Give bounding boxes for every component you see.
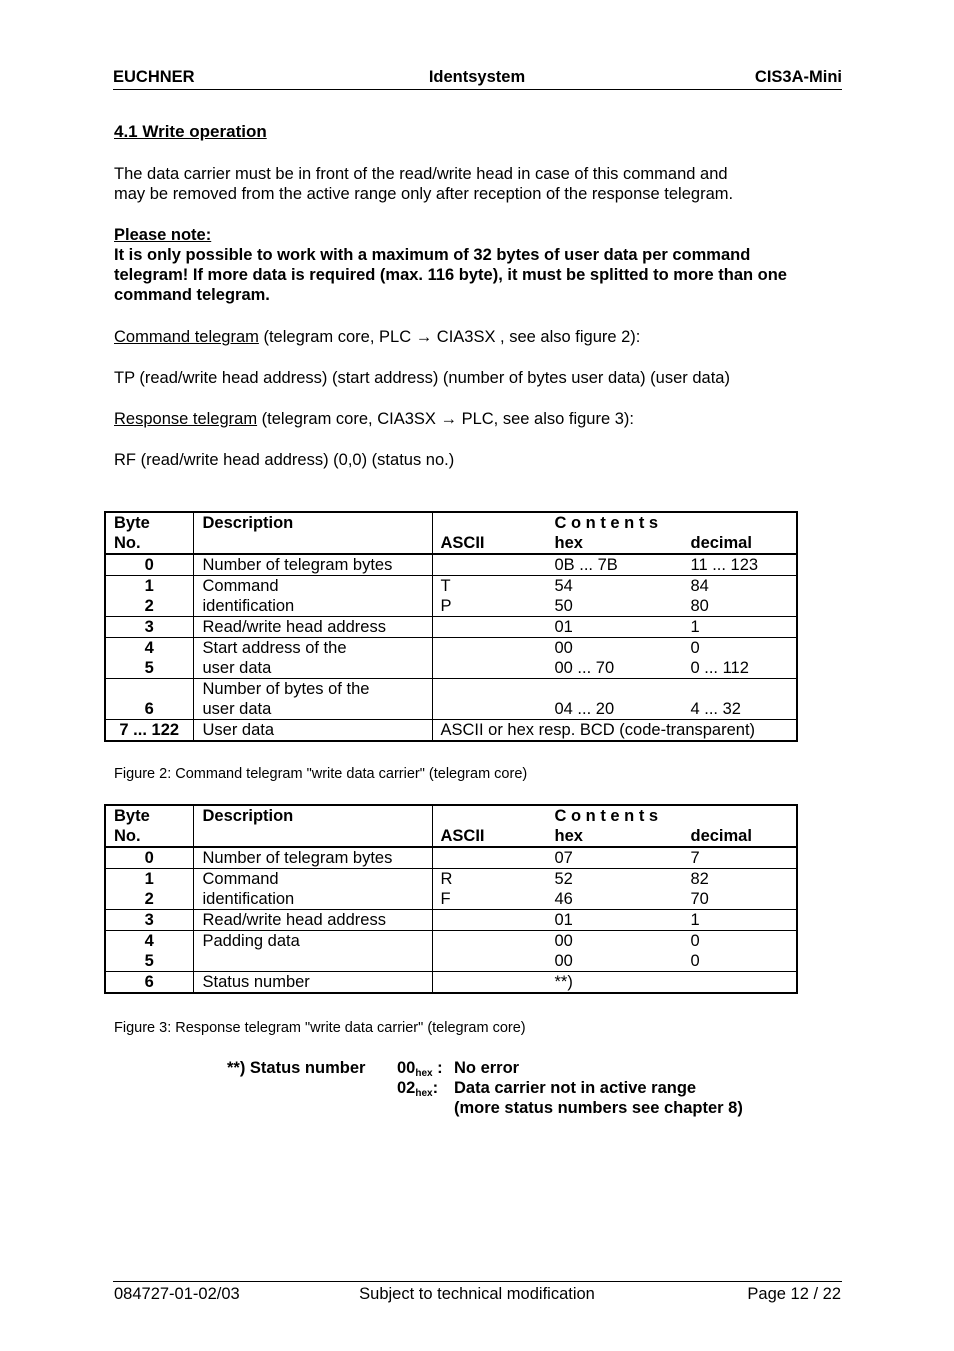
byte-no-cell [105,638,193,679]
status-code-sep: : [432,1079,439,1097]
description-line: Status number [202,973,310,991]
intro-line: The data carrier must be in front of the read/write head in case of this command and [114,165,728,183]
contents-cell [432,910,797,931]
note-line: telegram! If more data is required (max. 116 byte), it must be splitted to more than one [114,266,787,284]
contents-cell [432,869,797,910]
byte-no: 6 [144,973,154,991]
status-more: (more status numbers see chapter 8) [454,1099,743,1117]
decimal-value: 84 [690,577,709,595]
contents-values [433,931,797,971]
description-line: Number of telegram bytes [202,556,393,574]
contents-span: ASCII or hex resp. BCD (code-transparent) [440,721,756,739]
header-byte: Byte [114,807,150,825]
command-telegram-table [104,511,798,742]
header-contents [432,805,797,847]
decimal-value: 1 [690,618,700,636]
header-ascii: ASCII [440,827,485,845]
header-contents-cell [433,806,797,846]
header-decimal: decimal [690,534,752,552]
footer-note: Subject to technical modification [359,1285,595,1303]
description-line: Read/write head address [202,618,386,636]
hex-value: 00 [554,639,573,657]
figure-2-caption: Figure 2: Command telegram "write data carrier" (telegram core) [114,766,528,782]
byte-no-cell [105,679,193,720]
command-telegram-desc: (telegram core, PLC → CIA3SX , see also figure 2): [258,328,641,346]
description-line: Start address of the [202,639,347,657]
header-contents [432,512,797,554]
table-row [105,869,797,910]
ascii-value: P [440,597,452,615]
table-row [105,638,797,679]
description-cell [193,617,432,638]
status-text: No error [454,1059,520,1077]
contents-values [433,638,797,678]
description-cell [193,931,432,972]
contents-cell [432,576,797,617]
decimal-value: 0 [690,932,700,950]
status-code: 02 [397,1079,416,1097]
status-text: Data carrier not in active range [454,1079,697,1097]
description-cell [193,720,432,742]
contents-cell [432,720,797,742]
ascii-value: T [440,577,451,595]
byte-no-cell [105,910,193,931]
byte-no: 2 [144,890,154,908]
response-telegram-desc: (telegram core, CIA3SX → PLC, see also figure 3): [257,410,634,428]
decimal-value: 0 [690,639,700,657]
header-description-label: Description [202,514,294,532]
note-label: Please note: [114,226,212,244]
byte-no-cell [105,869,193,910]
contents-cell [432,931,797,972]
hex-value: 00 ... 70 [554,659,615,677]
byte-no: 2 [144,597,154,615]
status-code-sep: : [432,1059,443,1077]
header-contents-label: C o n t e n t s [554,514,659,532]
command-telegram-label: Command telegram [114,328,259,346]
byte-no: 5 [144,659,154,677]
intro-paragraph [114,164,733,204]
contents-values [433,576,797,616]
header-company: EUCHNER [113,68,195,86]
header-byte-no [105,805,193,847]
description-line: identification [202,597,295,615]
response-telegram-format: RF (read/write head address) (0,0) (status no.) [114,451,455,469]
table-row [105,720,797,742]
hex-value: 04 ... 20 [554,700,615,718]
description-cell [193,576,432,617]
byte-no-cell [105,720,193,742]
hex-value: 46 [554,890,573,908]
byte-no: 0 [144,849,154,867]
decimal-value: 80 [690,597,709,615]
byte-no: 4 [144,639,154,657]
hex-value: 0B ... 7B [554,556,618,574]
contents-values [433,972,797,992]
decimal-value: 7 [690,849,700,867]
description-line: Padding data [202,932,300,950]
figure-3-caption: Figure 3: Response telegram "write data carrier" (telegram core) [114,1020,526,1036]
hex-value: 01 [554,911,573,929]
header-contents-label: C o n t e n t s [554,807,659,825]
intro-line: may be removed from the active range only after reception of the response telegram. [114,185,734,203]
note-block [114,225,787,305]
byte-no-cell [105,576,193,617]
header-hex: hex [554,827,583,845]
description-cell [193,972,432,994]
byte-no: 6 [144,700,154,718]
byte-no: 0 [144,556,154,574]
decimal-value: 1 [690,911,700,929]
description-cell [193,869,432,910]
description-line: user data [202,659,272,677]
byte-no-cell [105,617,193,638]
ascii-value: R [440,870,453,888]
decimal-value: 11 ... 123 [690,556,759,574]
byte-no: 5 [144,952,154,970]
header-byte: Byte [114,514,150,532]
byte-no: 4 [144,932,154,950]
byte-no: 1 [144,870,154,888]
contents-cell [432,972,797,994]
hex-value: 54 [554,577,573,595]
byte-no-cell [105,554,193,576]
description-line: Command [202,577,279,595]
description-cell [193,910,432,931]
hex-value: **) [554,973,573,991]
status-code-unit: hex [415,1088,433,1099]
description-line: identification [202,890,295,908]
byte-no: 3 [144,618,154,636]
section-title: 4.1 Write operation [114,122,267,141]
note-line: command telegram. [114,286,270,304]
description-line: Read/write head address [202,911,386,929]
byte-no: 7 ... 122 [119,721,180,739]
hex-value: 07 [554,849,573,867]
ascii-value: F [440,890,451,908]
table-row [105,576,797,617]
table-row [105,617,797,638]
header-description [193,512,432,554]
response-telegram-table [104,804,798,994]
hex-value: 01 [554,618,573,636]
hex-value: 00 [554,932,573,950]
contents-cell [432,847,797,869]
byte-no-cell [105,931,193,972]
contents-values [433,910,797,930]
table-row [105,679,797,720]
byte-no: 3 [144,911,154,929]
contents-values [433,848,797,868]
table-row [105,972,797,994]
description-line: Number of bytes of the [202,680,370,698]
contents-values [433,679,797,719]
hex-value: 50 [554,597,573,615]
header-description [193,805,432,847]
header-hex: hex [554,534,583,552]
table-row [105,910,797,931]
byte-no-cell [105,972,193,994]
description-line: User data [202,721,275,739]
contents-cell [432,617,797,638]
byte-no-cell [105,847,193,869]
table-header-row [105,805,797,847]
description-line: user data [202,700,272,718]
status-number-label: **) Status number [227,1059,366,1077]
footer-doc-number: 084727-01-02/03 [114,1285,240,1303]
decimal-value: 0 [690,952,700,970]
header-no: No. [114,827,141,845]
contents-values [433,555,797,575]
table-row [105,554,797,576]
header-description-label: Description [202,807,294,825]
contents-values [433,617,797,637]
byte-no: 1 [144,577,154,595]
hex-value: 52 [554,870,573,888]
description-line [203,951,432,971]
command-telegram-format: TP (read/write head address) (start address) (number of bytes user data) (user data) [114,369,730,387]
description-cell [193,847,432,869]
response-telegram-line [114,409,634,429]
contents-cell [432,638,797,679]
contents-values [433,869,797,909]
table-row [105,931,797,972]
status-code-unit: hex [415,1068,433,1079]
decimal-value: 82 [690,870,709,888]
response-telegram-label: Response telegram [114,410,258,428]
decimal-value: 4 ... 32 [690,700,741,718]
header-byte-no [105,512,193,554]
header-ascii: ASCII [440,534,485,552]
table-row [105,847,797,869]
contents-cell [432,554,797,576]
description-cell [193,679,432,720]
header-rule [113,89,842,90]
description-line: Command [202,870,279,888]
header-system: Identsystem [428,68,526,86]
header-decimal: decimal [690,827,752,845]
decimal-value: 0 ... 112 [690,659,749,677]
status-code-02 [397,1078,438,1104]
status-code: 00 [397,1059,416,1077]
header-contents-cell [433,513,797,553]
description-cell [193,638,432,679]
header-product: CIS3A-Mini [754,68,842,86]
hex-value: 00 [554,952,573,970]
footer-page: Page 12 / 22 [747,1285,841,1303]
contents-cell [432,679,797,720]
byte-no [106,679,193,699]
note-line: It is only possible to work with a maximum of 32 bytes of user data per command [114,246,751,264]
table-header-row [105,512,797,554]
footer-rule [113,1281,842,1282]
command-telegram-line [114,327,640,347]
description-cell [193,554,432,576]
header-no: No. [114,534,141,552]
decimal-value: 70 [690,890,709,908]
description-line: Number of telegram bytes [202,849,393,867]
